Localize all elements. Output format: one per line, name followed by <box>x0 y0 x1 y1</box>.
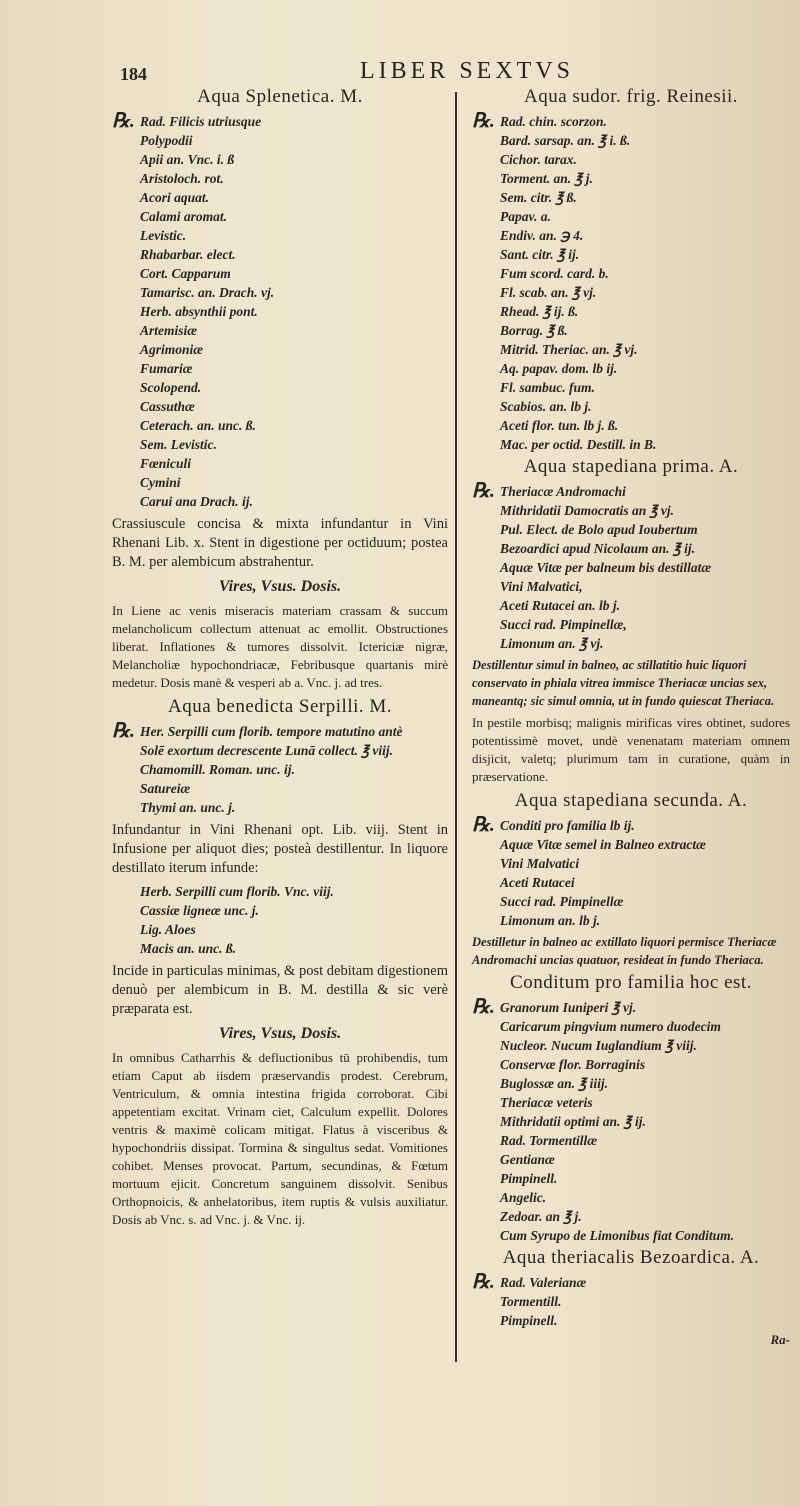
ingredient-line: Chamomill. Roman. unc. ij. <box>140 762 295 777</box>
recipe-block <box>112 882 448 958</box>
recipe-title: Aqua stapediana prima. A. <box>523 456 739 477</box>
ingredient-list <box>500 998 790 1245</box>
ingredient-line: Sem. Levistic. <box>140 437 217 452</box>
recipe-title: Aqua stapediana secunda. A. <box>514 790 748 811</box>
ingredient-line: Bard. sarsap. an. ℥ i. ß. <box>500 133 631 148</box>
ingredient-line: Pul. Elect. de Bolo apud Ioubertum <box>500 522 698 537</box>
virtues-text: In omnibus Catharrhis & defluctionibus tū prohibendis, tum etiam Caput ab iisdem præservandis prodest. Cerebrum, Ventriculum, & omnia intestina frigida corroborat. Cibi appetentiam excitat. Vrinam ciet, Calculum expellit. Dolores ventris & maximè colicam mitigat. Flatus à visceribus & hypochondriis dissipat. Tormina & singultus sedat. Vomitiones cohibet. Menses provocat. Partum, secundinas, & Fœtum mortuum ejicit. Concretum sanguinem dissolvit. Senibus Orthopnoicis, & anhelatoribus, item ruptis & vulsis auxiliatur. Dosis ab Vnc. s. ad Vnc. j. & Vnc. ij. <box>112 1050 448 1227</box>
section-heading: Vires, Vsus. Dosis. <box>218 578 342 595</box>
ingredient-line: Conditi pro familia lb ij. <box>500 818 635 833</box>
ingredient-list <box>500 482 790 653</box>
instruction-text: Destilletur in balneo ac extillato liquori permisce Theriacæ Andromachi uncias quatuor, resideat in fundo Theriaca. <box>472 935 777 967</box>
ingredient-line: Zedoar. an ℥ j. <box>500 1209 582 1224</box>
ingredient-line: Herb. absynthii pont. <box>140 304 258 319</box>
ingredient-line: Her. Serpilli cum florib. tempore matutino antè <box>140 724 403 739</box>
ingredient-line: Mac. per octid. Destill. in B. <box>500 437 657 452</box>
ingredient-list <box>140 882 448 958</box>
ingredient-line: Lig. Aloes <box>140 922 196 937</box>
ingredient-line: Sant. citr. ℥ ij. <box>500 247 580 262</box>
page-header <box>0 58 800 88</box>
ingredient-line: Tormentill. <box>500 1294 562 1309</box>
ingredient-line: Fl. scab. an. ℥ vj. <box>500 285 597 300</box>
recipe-symbol: ℞. <box>472 996 495 1018</box>
ingredient-line: Aquæ Vitæ per balneum bis destillatæ <box>500 560 712 575</box>
ingredient-line: Aquæ Vitæ semel in Balneo extractæ <box>500 837 706 852</box>
ingredient-line: Aceti Rutacei <box>500 875 575 890</box>
page-number: 184 <box>120 64 147 84</box>
section-heading: Vires, Vsus, Dosis. <box>218 1025 342 1042</box>
virtues-text: In pestile morbisq; malignis mirificas vires obtinet, sudores potentissimè movet, undè venenatam materiam omnem disjicit, valetq; plurimum tam in curatione, quàm in præservatione. <box>472 715 790 784</box>
ingredient-line: Aristoloch. rot. <box>140 171 224 186</box>
ingredient-line: Vini Malvatici <box>500 856 580 871</box>
ingredient-line: Succi rad. Pimpinellæ <box>500 894 624 909</box>
recipe-block <box>472 1273 790 1330</box>
ingredient-line: Cymini <box>140 475 181 490</box>
ingredient-line: Satureiæ <box>140 781 191 796</box>
ingredient-line: Gentianæ <box>500 1152 555 1167</box>
recipe-symbol: ℞. <box>472 814 495 836</box>
preparation-text: Incide in particulas minimas, & post debitam digestionem denuò per alembicum in B. M. destilla & sic verè præparata est. <box>112 963 448 1017</box>
ingredient-line: Papav. a. <box>500 209 551 224</box>
ingredient-line: Nucleor. Nucum Iuglandium ℥ viij. <box>500 1038 697 1053</box>
recipe-symbol: ℞. <box>472 1271 495 1293</box>
recipe-block <box>472 816 790 930</box>
running-head: LIBER SEXTVS <box>360 58 575 84</box>
recipe-title: Conditum pro familia hoc est. <box>510 972 752 993</box>
ingredient-line: Bezoardici apud Nicolaum an. ℥ ij. <box>500 541 695 556</box>
ingredient-line: Rad. chin. scorzon. <box>500 114 607 129</box>
ingredient-line: Rad. Valerianæ <box>500 1275 587 1290</box>
ingredient-line: Aceti Rutacei an. lb j. <box>500 598 620 613</box>
ingredient-line: Pimpinell. <box>500 1171 558 1186</box>
ingredient-line: Mithridatii optimi an. ℥ ij. <box>500 1114 646 1129</box>
ingredient-line: Torment. an. ℥ j. <box>500 171 593 186</box>
instruction-text: Destillentur simul in balneo, ac stillatitio huic liquori conservato in phiala vitrea immisce Theriacæ uncias sex, maneantq; sic simul omnia, ut in fundo quiescat Theriaca. <box>472 658 775 708</box>
recipe-symbol: ℞. <box>112 720 135 742</box>
ingredient-line: Carui ana Drach. ij. <box>140 494 253 509</box>
column-divider <box>455 92 457 1362</box>
ingredient-list <box>140 722 448 817</box>
ingredient-line: Limonum an. lb j. <box>500 913 601 928</box>
ingredient-list <box>140 112 448 511</box>
recipe-block <box>112 112 448 511</box>
ingredient-line: Polypodii <box>140 133 193 148</box>
ingredient-line: Aq. papav. dom. lb ij. <box>500 361 618 376</box>
ingredient-line: Rad. Tormentillæ <box>500 1133 598 1148</box>
ingredient-line: Theriacæ veteris <box>500 1095 593 1110</box>
ingredient-line: Limonum an. ℥ vj. <box>500 636 604 651</box>
ingredient-line: Rad. Filicis utriusque <box>140 114 262 129</box>
ingredient-line: Caricarum pingvium numero duodecim <box>500 1019 721 1034</box>
ingredient-line: Tamarisc. an. Drach. vj. <box>140 285 275 300</box>
virtues-text: In Liene ac venis miseracis materiam crassam & succum melancholicum collectum attenuat ac emollit. Obstructiones liberat. Inflationes & tumores dissolvit. Ictericiæ nigræ, Melancholiæ hypochondriacæ, Febribusque quartanis mirè medetur. Dosis manè & vesperi ab a. Vnc. j. ad tres. <box>112 603 448 690</box>
recipe-symbol: ℞. <box>472 480 495 502</box>
ingredient-line: Apii an. Vnc. i. ß <box>140 152 235 167</box>
ingredient-line: Buglossæ an. ℥ iiij. <box>500 1076 608 1091</box>
ingredient-line: Cassuthæ <box>140 399 195 414</box>
ingredient-line: Thymi an. unc. j. <box>140 800 236 815</box>
ingredient-line: Granorum Iuniperi ℥ vj. <box>500 1000 637 1015</box>
ingredient-line: Cum Syrupo de Limonibus fiat Conditum. <box>500 1228 735 1243</box>
recipe-block <box>472 998 790 1245</box>
ingredient-line: Fœniculi <box>140 456 192 471</box>
ingredient-line: Rhead. ℥ ij. ß. <box>500 304 579 319</box>
ingredient-line: Mitrid. Theriac. an. ℥ vj. <box>500 342 638 357</box>
ingredient-line: Scolopend. <box>140 380 202 395</box>
ingredient-line: Agrimoniæ <box>140 342 204 357</box>
ingredient-line: Solē exortum decrescente Lunā collect. ℥ viij. <box>140 743 394 758</box>
ingredient-line: Angelic. <box>500 1190 547 1205</box>
catchword: Ra- <box>770 1332 790 1347</box>
recipe-symbol: ℞. <box>112 110 135 132</box>
ingredient-line: Herb. Serpilli cum florib. Vnc. viij. <box>140 884 334 899</box>
ingredient-line: Cichor. tarax. <box>500 152 577 167</box>
ingredient-line: Conservæ flor. Borraginis <box>500 1057 646 1072</box>
ingredient-line: Calami aromat. <box>140 209 228 224</box>
ingredient-line: Fl. sambuc. fum. <box>500 380 595 395</box>
recipe-title: Aqua benedicta Serpilli. M. <box>167 696 393 717</box>
recipe-symbol: ℞. <box>472 110 495 132</box>
recipe-title: Aqua Splenetica. M. <box>197 86 363 107</box>
recipe-block <box>112 722 448 817</box>
ingredient-line: Borrag. ℥ ß. <box>500 323 568 338</box>
recipe-title: Aqua sudor. frig. Reinesii. <box>523 86 739 107</box>
ingredient-list <box>500 112 790 454</box>
ingredient-line: Ceterach. an. unc. ß. <box>140 418 256 433</box>
ingredient-line: Cassiæ ligneæ unc. j. <box>140 903 259 918</box>
recipe-title: Aqua theriacalis Bezoardica. A. <box>502 1247 760 1268</box>
ingredient-list <box>500 1273 790 1330</box>
ingredient-line: Macis an. unc. ß. <box>140 941 237 956</box>
ingredient-list <box>500 816 790 930</box>
ingredient-line: Sem. citr. ℥ ß. <box>500 190 577 205</box>
ingredient-line: Fumariæ <box>140 361 193 376</box>
ingredient-line: Theriacæ Andromachi <box>500 484 626 499</box>
ingredient-line: Mithridatii Damocratis an ℥ vj. <box>500 503 674 518</box>
ingredient-line: Succi rad. Pimpinellæ, <box>500 617 627 632</box>
ingredient-line: Vini Malvatici, <box>500 579 583 594</box>
ingredient-line: Endiv. an. ℈ 4. <box>500 228 584 243</box>
ingredient-line: Levistic. <box>140 228 187 243</box>
ingredient-line: Artemisiæ <box>140 323 198 338</box>
ingredient-line: Fum scord. card. b. <box>500 266 609 281</box>
ingredient-line: Cort. Capparum <box>140 266 231 281</box>
right-column <box>472 86 790 1348</box>
preparation-text: Crassiuscule concisa & mixta infundantur in Vini Rhenani Lib. x. Stent in digestione per octiduum; postea B. M. per alembicum abstrahentur. <box>112 516 448 570</box>
left-column <box>112 86 448 1233</box>
recipe-block <box>472 112 790 454</box>
preparation-text: Infundantur in Vini Rhenani opt. Lib. viij. Stent in Infusione per aliquot dies; posteà destillentur. In liquore destillato iterum infunde: <box>112 822 448 876</box>
recipe-block <box>472 482 790 653</box>
ingredient-line: Rhabarbar. elect. <box>140 247 236 262</box>
ingredient-line: Aceti flor. tun. lb j. ß. <box>500 418 619 433</box>
ingredient-line: Scabios. an. lb j. <box>500 399 592 414</box>
ingredient-line: Pimpinell. <box>500 1313 558 1328</box>
ingredient-line: Acori aquat. <box>140 190 210 205</box>
